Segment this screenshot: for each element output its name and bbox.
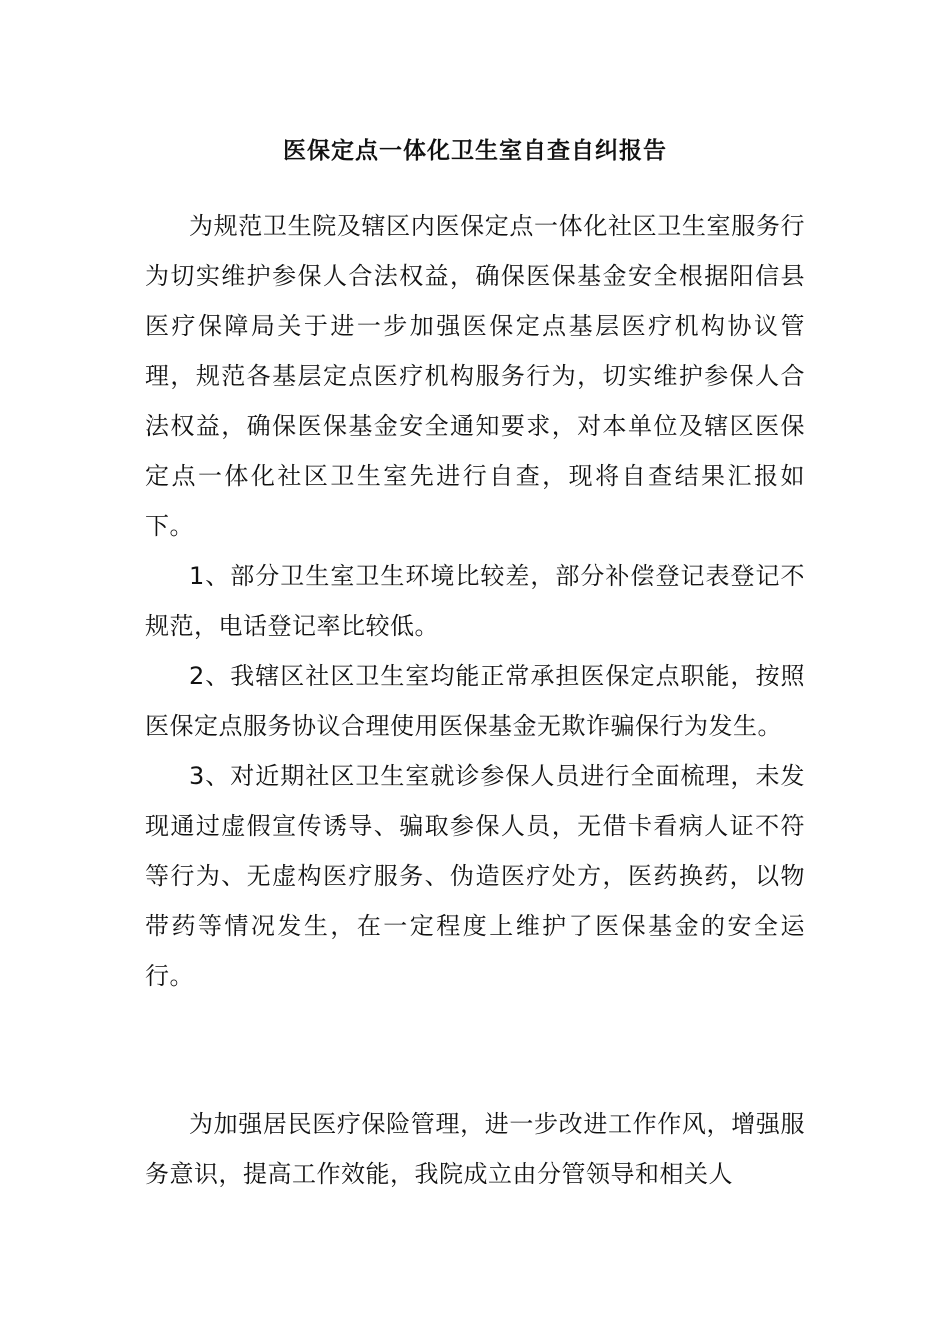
finding-2-paragraph: 2、我辖区社区卫生室均能正常承担医保定点职能，按照医保定点服务协议合理使用医保基金无欺诈骗保行为发生。 xyxy=(145,662,805,740)
document-title: 医保定点一体化卫生室自查自纠报告 xyxy=(283,138,667,164)
finding-1-paragraph: 1、部分卫生室卫生环境比较差，部分补偿登记表登记不规范，电话登记率比较低。 xyxy=(145,562,805,640)
report-section-2 xyxy=(145,1099,805,1199)
intro-paragraph: 为规范卫生院及辖区内医保定点一体化社区卫生室服务行为切实维护参保人合法权益，确保医保基金安全根据阳信县医疗保障局关于进一步加强医保定点基层医疗机构协议管理，规范各基层定点医疗机构服务行为，切实维护参保人合法权益，确保医保基金安全通知要求，对本单位及辖区医保定点一体化社区卫生室先进行自查，现将自查结果汇报如下。 xyxy=(145,212,805,540)
section-2-paragraph: 为加强居民医疗保险管理，进一步改进工作作风，增强服务意识，提高工作效能，我院成立由分管领导和相关人 xyxy=(145,1110,805,1188)
finding-3-paragraph: 3、对近期社区卫生室就诊参保人员进行全面梳理，未发现通过虚假宣传诱导、骗取参保人员，无借卡看病人证不符等行为、无虚构医疗服务、伪造医疗处方，医药换药，以物带药等情况发生，在一定程度上维护了医保基金的安全运行。 xyxy=(145,762,805,990)
report-section-1 xyxy=(145,201,805,1001)
